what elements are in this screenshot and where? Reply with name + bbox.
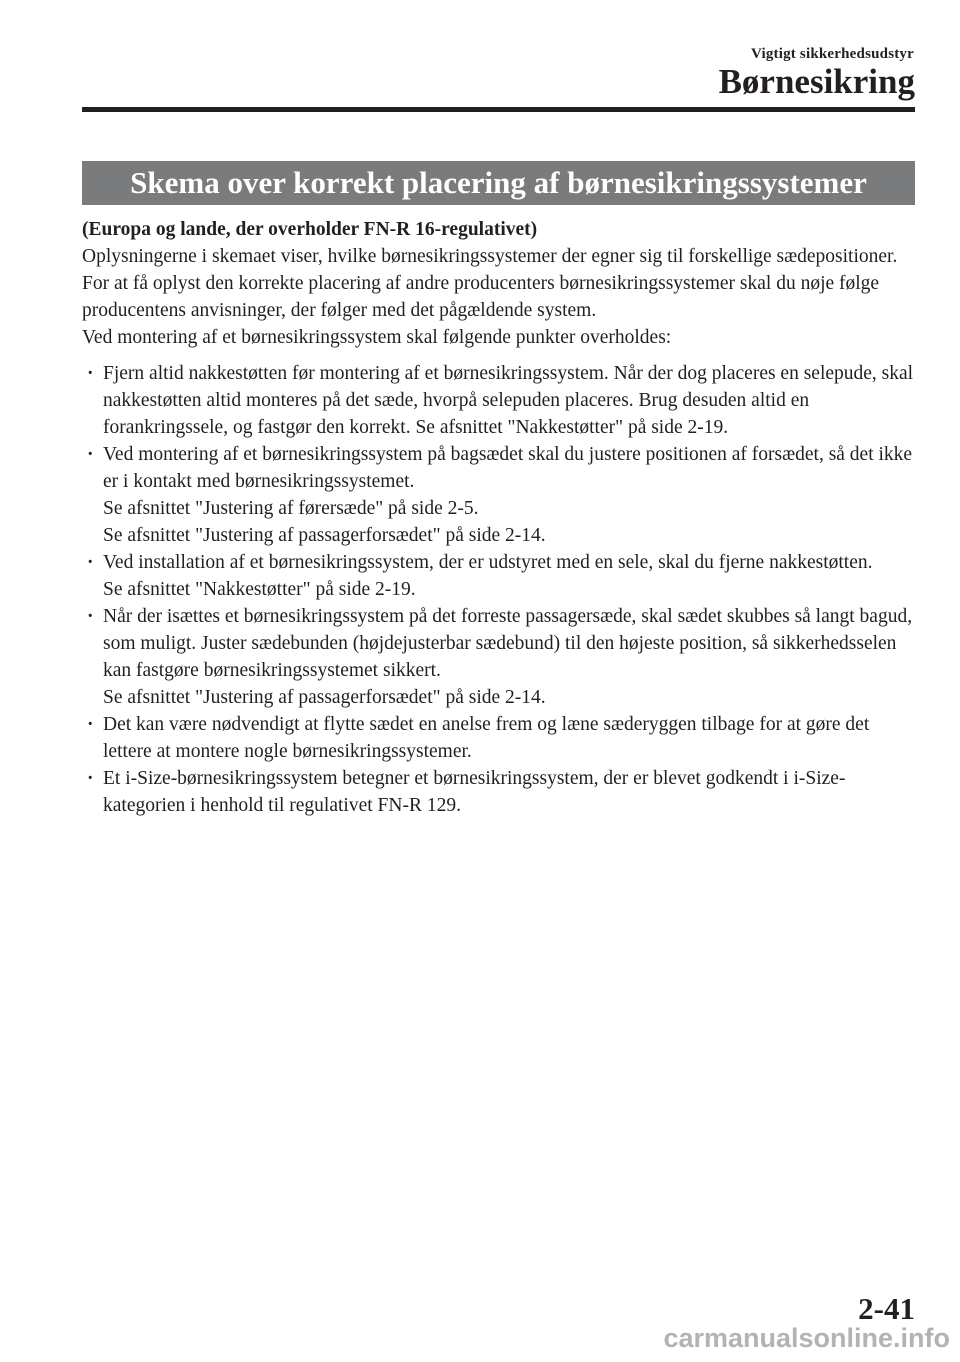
- list-item-text: Se afsnittet "Justering af førersæde" på side 2-5.: [103, 498, 479, 519]
- list-item-text: Se afsnittet "Nakkestøtter" på side 2-19.: [103, 579, 416, 600]
- bullet-dot: ·: [87, 363, 94, 384]
- bullet-dot: ·: [87, 552, 94, 573]
- list-item-text: Når der isættes et børnesikringssystem på det forreste passagersæde, skal sædet skubbes så langt bagud, som muligt. Juster sædebunden (højdejusterbar sædebund) til den højeste position, så sikkerhedsselen kan fastgøre børnesikringssystemet sikkert.: [103, 606, 913, 681]
- header-rule: [82, 107, 915, 112]
- list-item: [82, 765, 915, 819]
- intro-paragraph: Oplysningerne i skemaet viser, hvilke børnesikringssystemer der egner sig til forskellige sædepositioner. For at få oplyst den korrekte placering af andre producenters børnesikringssystemer skal du nøje følge producentens anvisninger, der følger med det pågældende system.: [82, 246, 898, 321]
- bullet-dot: ·: [87, 768, 94, 789]
- list-item: [82, 549, 915, 603]
- bullet-list: [82, 360, 915, 819]
- list-item: [82, 603, 915, 711]
- list-item: [82, 360, 915, 441]
- bullet-dot: ·: [87, 606, 94, 627]
- list-item-text: Se afsnittet "Justering af passagerforsædet" på side 2-14.: [103, 525, 546, 546]
- lead-paragraph: Ved montering af et børnesikringssystem skal følgende punkter overholdes:: [82, 327, 672, 348]
- list-item-text: Ved installation af et børnesikringssystem, der er udstyret med en sele, skal du fjerne nakkestøtten.: [103, 552, 873, 573]
- list-item-text: Fjern altid nakkestøtten før montering af et børnesikringssystem. Når der dog placeres en selepude, skal nakkestøtten altid monteres på det sæde, hvorpå selepuden placeres. Brug desuden altid en forankringssele, og fastgør den korrekt. Se afsnittet "Nakkestøtter" på side 2-19.: [103, 363, 914, 438]
- bullet-dot: ·: [87, 714, 94, 735]
- section-title: Skema over korrekt placering af børnesikringssystemer: [82, 161, 915, 205]
- subheading: (Europa og lande, der overholder FN-R 16-regulativet): [82, 219, 538, 240]
- chapter-label: Vigtigt sikkerhedsudstyr: [750, 46, 914, 62]
- content: [82, 216, 915, 819]
- bullet-dot: ·: [87, 444, 94, 465]
- list-item: [82, 711, 915, 765]
- page-number: 2-41: [858, 1291, 915, 1326]
- list-item-text: Det kan være nødvendigt at flytte sædet en anelse frem og læne sæderyggen tilbage for at gøre det lettere at montere nogle børnesikringssystemer.: [103, 714, 870, 762]
- page-title: Børnesikring: [718, 62, 915, 101]
- list-item-text: Ved montering af et børnesikringssystem på bagsædet skal du justere positionen af forsædet, så det ikke er i kontakt med børnesikringssystemet.: [103, 444, 913, 492]
- list-item: [82, 441, 915, 549]
- list-item-text: Et i-Size-børnesikringssystem betegner et børnesikringssystem, der er blevet godkendt i i-Size-kategorien i henhold til regulativet FN-R 129.: [103, 768, 846, 816]
- list-item-text: Se afsnittet "Justering af passagerforsædet" på side 2-14.: [103, 687, 546, 708]
- watermark: carmanualsonline.info: [663, 1323, 950, 1353]
